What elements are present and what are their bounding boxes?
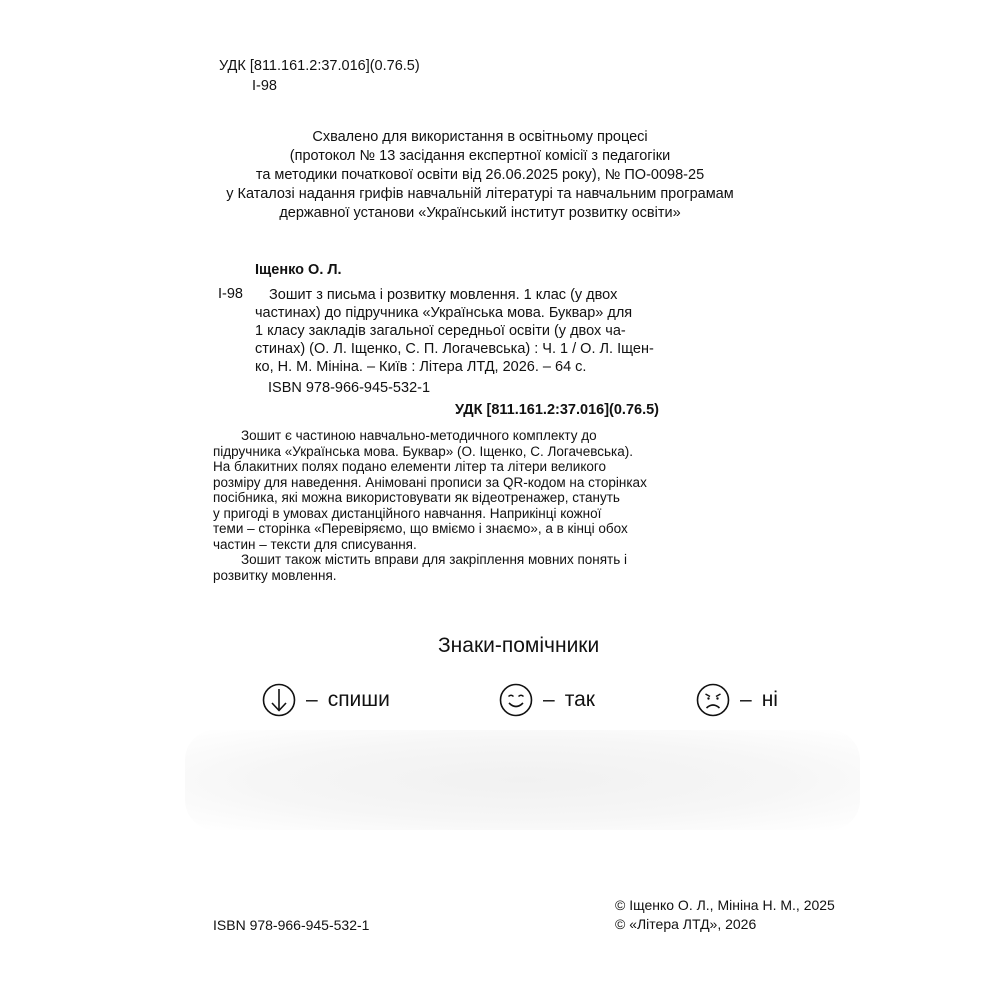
sign-dash: – (306, 688, 318, 711)
approval-line: Схвалено для використання в освітньому процесі (312, 129, 648, 145)
sign-copy (262, 683, 390, 717)
sad-face-icon (696, 683, 730, 717)
signs-title: Знаки-помічники (438, 634, 600, 657)
annotation-line: Зошит також містить вправи для закріплення мовних понять і (241, 552, 627, 567)
annotation-line: Зошит є частиною навчально-методичного комплекту до (241, 428, 597, 443)
annotation-line: На блакитних полях подано елементи літер та літери великого (213, 459, 607, 474)
copyright-block (615, 896, 835, 934)
approval-line: (протокол № 13 засідання експертної комісії з педагогіки (289, 148, 671, 164)
catalog-line: 1 класу закладів загальної середньої освіти (у двох ча- (255, 323, 626, 339)
blurred-region (185, 730, 860, 830)
sign-dash: – (543, 688, 555, 711)
catalog-isbn: ISBN 978-966-945-532-1 (268, 380, 431, 396)
footer-isbn: ISBN 978-966-945-532-1 (213, 917, 370, 933)
approval-line: та методики початкової освіти від 26.06.2025 року), № ПО-0098-25 (255, 167, 705, 183)
smiley-face-icon (499, 683, 533, 717)
copyright-line: © «Літера ЛТД», 2026 (615, 916, 757, 932)
annotation-line: посібника, які можна використовувати як відеотренажер, стануть (213, 490, 620, 505)
annotation-line: розвитку мовлення. (213, 567, 337, 583)
annotation-text (213, 428, 661, 583)
approval-line: державної установи «Український інститут розвитку освіти» (279, 205, 681, 221)
copyright-line: © Іщенко О. Л., Мініна Н. М., 2025 (615, 897, 835, 913)
catalog-index: І-98 (218, 286, 243, 302)
sign-yes (499, 683, 595, 717)
approval-statement (200, 128, 760, 223)
catalog-udk: УДК [811.161.2:37.016](0.76.5) (455, 402, 660, 418)
annotation-line: у пригоді в умовах дистанційного навчання. Наприкінці кожної (213, 505, 602, 521)
annotation-line: теми – сторінка «Перевіряємо, що вміємо і знаємо», а в кінці обох (213, 521, 628, 536)
sign-label-no: ні (761, 688, 778, 711)
sign-dash: – (740, 688, 752, 711)
signs-legend (0, 683, 1000, 719)
annotation-line: підручника «Українська мова. Буквар» (О. Іщенко, С. Логачевська). (213, 443, 633, 459)
catalog-line: ко, Н. М. Мініна. – Київ : Літера ЛТД, 2026. – 64 с. (255, 359, 587, 375)
sign-label-copy: спиши (327, 688, 390, 711)
catalog-line: стинах) (О. Л. Іщенко, С. П. Логачевська) : Ч. 1 / О. Л. Іщен- (255, 341, 654, 357)
udk-code: УДК [811.161.2:37.016](0.76.5) (219, 58, 420, 74)
annotation-line: частин – тексти для списування. (213, 536, 417, 552)
catalog-description (255, 286, 665, 376)
approval-line: у Каталозі надання грифів навчальній літературі та навчальним програмам (226, 186, 734, 202)
catalog-line: частинах) до підручника «Українська мова. Буквар» для (255, 305, 633, 321)
sign-label-yes: так (564, 688, 595, 711)
arrow-down-circle-icon (262, 683, 296, 717)
sign-no (696, 683, 778, 717)
author-index: І-98 (252, 78, 277, 94)
catalog-author: Іщенко О. Л. (255, 262, 342, 278)
catalog-line: Зошит з письма і розвитку мовлення. 1 клас (у двох (269, 287, 618, 303)
annotation-line: розміру для наведення. Анімовані прописи за QR-кодом на сторінках (213, 474, 647, 490)
